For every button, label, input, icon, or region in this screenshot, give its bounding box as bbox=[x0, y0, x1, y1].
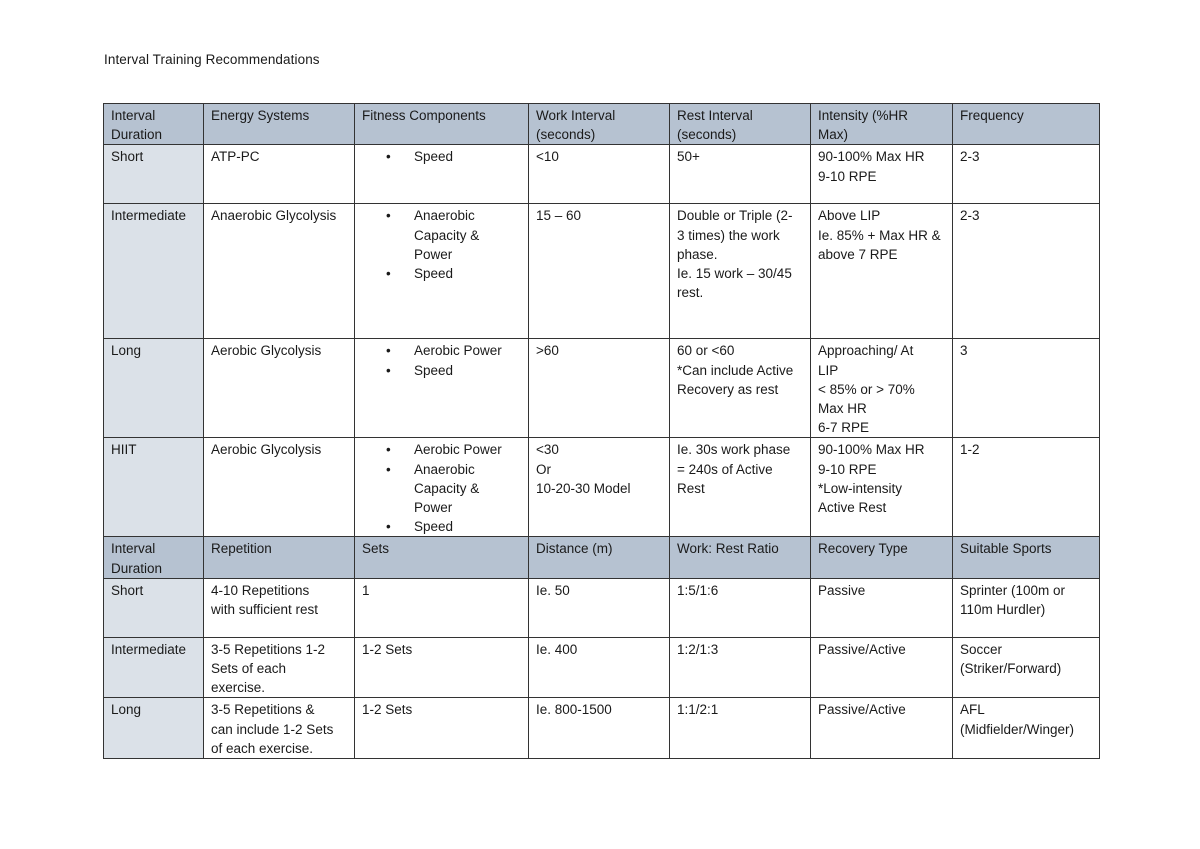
rest-cell: 60 or <60 *Can include Active Recovery as rest bbox=[670, 339, 811, 438]
frequency-cell: 3 bbox=[953, 339, 1100, 438]
repetition-cell: 3-5 Repetitions & can include 1-2 Sets of each exercise. bbox=[204, 698, 355, 759]
sets-cell: 1-2 Sets bbox=[355, 698, 529, 759]
row-label-short: Short bbox=[104, 145, 204, 204]
list-item: • Aerobic Power bbox=[362, 341, 522, 360]
work-cell: >60 bbox=[529, 339, 670, 438]
energy-cell: Aerobic Glycolysis bbox=[204, 438, 355, 537]
row-label-short: Short bbox=[104, 578, 204, 637]
list-item: • Aerobic Power bbox=[362, 440, 522, 459]
header-interval-duration: Interval Duration bbox=[104, 537, 204, 578]
header-suitable-sports: Suitable Sports bbox=[953, 537, 1100, 578]
distance-cell: Ie. 400 bbox=[529, 637, 670, 698]
row-label-long: Long bbox=[104, 698, 204, 759]
row-label-intermediate: Intermediate bbox=[104, 637, 204, 698]
header-sets: Sets bbox=[355, 537, 529, 578]
header-work-rest-ratio: Work: Rest Ratio bbox=[670, 537, 811, 578]
list-item: • Anaerobic Capacity & Power bbox=[362, 460, 522, 518]
header-recovery-type: Recovery Type bbox=[811, 537, 953, 578]
work-cell: <30 Or 10-20-30 Model bbox=[529, 438, 670, 537]
energy-cell: Anaerobic Glycolysis bbox=[204, 204, 355, 339]
intensity-cell: Approaching/ At LIP < 85% or > 70% Max HR 6-7 RPE bbox=[811, 339, 953, 438]
intensity-cell: Above LIP Ie. 85% + Max HR & above 7 RPE bbox=[811, 204, 953, 339]
list-item: • Speed bbox=[362, 147, 522, 166]
repetition-cell: 4-10 Repetitions with sufficient rest bbox=[204, 578, 355, 637]
sets-cell: 1-2 Sets bbox=[355, 637, 529, 698]
row-label-long: Long bbox=[104, 339, 204, 438]
repetition-cell: 3-5 Repetitions 1-2 Sets of each exercise. bbox=[204, 637, 355, 698]
rest-cell: 50+ bbox=[670, 145, 811, 204]
header-interval-duration: Interval Duration bbox=[104, 104, 204, 145]
distance-cell: Ie. 50 bbox=[529, 578, 670, 637]
bullet-list bbox=[362, 341, 522, 379]
interval-training-table bbox=[103, 103, 1100, 759]
recovery-cell: Passive/Active bbox=[811, 637, 953, 698]
ratio-cell: 1:1/2:1 bbox=[670, 698, 811, 759]
table-row bbox=[104, 438, 1100, 537]
header-work-interval: Work Interval (seconds) bbox=[529, 104, 670, 145]
frequency-cell: 2-3 bbox=[953, 204, 1100, 339]
sports-cell: AFL (Midfielder/Winger) bbox=[953, 698, 1100, 759]
sets-cell: 1 bbox=[355, 578, 529, 637]
header-intensity: Intensity (%HR Max) bbox=[811, 104, 953, 145]
rest-cell: Ie. 30s work phase = 240s of Active Rest bbox=[670, 438, 811, 537]
table-row bbox=[104, 204, 1100, 339]
sports-cell: Sprinter (100m or 110m Hurdler) bbox=[953, 578, 1100, 637]
header-energy-systems: Energy Systems bbox=[204, 104, 355, 145]
table2-header-row bbox=[104, 537, 1100, 578]
work-cell: 15 – 60 bbox=[529, 204, 670, 339]
header-rest-interval: Rest Interval (seconds) bbox=[670, 104, 811, 145]
ratio-cell: 1:5/1:6 bbox=[670, 578, 811, 637]
bullet-list bbox=[362, 206, 522, 283]
table-row bbox=[104, 339, 1100, 438]
frequency-cell: 1-2 bbox=[953, 438, 1100, 537]
table1-header-row bbox=[104, 104, 1100, 145]
rest-cell: Double or Triple (2- 3 times) the work phase. Ie. 15 work – 30/45 rest. bbox=[670, 204, 811, 339]
work-cell: <10 bbox=[529, 145, 670, 204]
frequency-cell: 2-3 bbox=[953, 145, 1100, 204]
table-row bbox=[104, 698, 1100, 759]
list-item: • Anaerobic Capacity & Power bbox=[362, 206, 522, 264]
header-frequency: Frequency bbox=[953, 104, 1100, 145]
components-cell bbox=[355, 438, 529, 537]
energy-cell: Aerobic Glycolysis bbox=[204, 339, 355, 438]
recovery-cell: Passive bbox=[811, 578, 953, 637]
components-cell bbox=[355, 204, 529, 339]
intensity-cell: 90-100% Max HR 9-10 RPE bbox=[811, 145, 953, 204]
list-item: • Speed bbox=[362, 361, 522, 380]
row-label-intermediate: Intermediate bbox=[104, 204, 204, 339]
table-row bbox=[104, 637, 1100, 698]
recovery-cell: Passive/Active bbox=[811, 698, 953, 759]
list-item: • Speed bbox=[362, 264, 522, 283]
row-label-hiit: HIIT bbox=[104, 438, 204, 537]
energy-cell: ATP-PC bbox=[204, 145, 355, 204]
ratio-cell: 1:2/1:3 bbox=[670, 637, 811, 698]
header-distance: Distance (m) bbox=[529, 537, 670, 578]
table-row bbox=[104, 578, 1100, 637]
header-repetition: Repetition bbox=[204, 537, 355, 578]
sports-cell: Soccer (Striker/Forward) bbox=[953, 637, 1100, 698]
document-title: Interval Training Recommendations bbox=[104, 52, 320, 67]
bullet-list bbox=[362, 440, 522, 536]
table-row bbox=[104, 145, 1100, 204]
components-cell bbox=[355, 145, 529, 204]
bullet-list bbox=[362, 147, 522, 166]
components-cell bbox=[355, 339, 529, 438]
distance-cell: Ie. 800-1500 bbox=[529, 698, 670, 759]
intensity-cell: 90-100% Max HR 9-10 RPE *Low-intensity Active Rest bbox=[811, 438, 953, 537]
list-item: • Speed bbox=[362, 517, 522, 536]
header-fitness-components: Fitness Components bbox=[355, 104, 529, 145]
